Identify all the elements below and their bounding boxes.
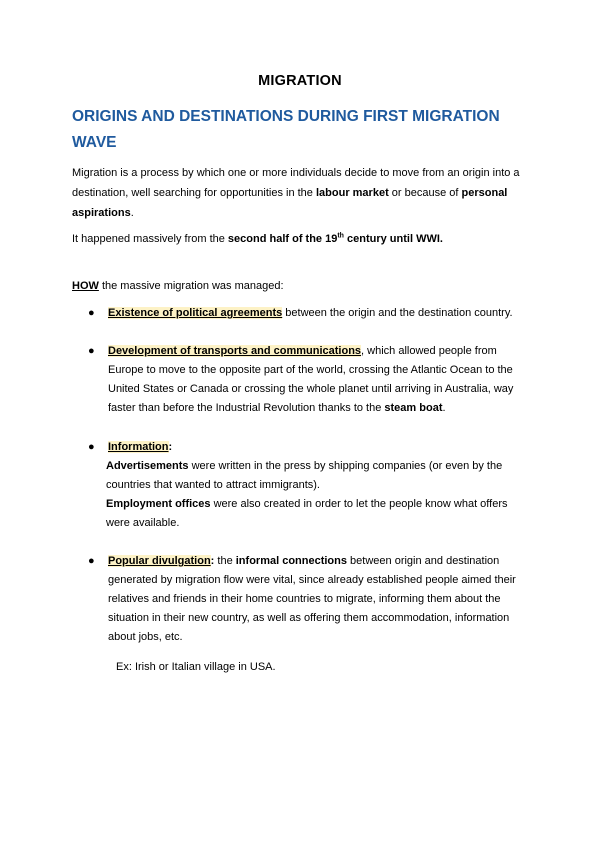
- highlight-information: Information: [108, 441, 169, 453]
- how-label: HOW: [72, 280, 99, 292]
- highlight-popular-divulgation: Popular divulgation: [108, 555, 211, 567]
- divulgation-colon: :: [210, 555, 215, 567]
- timeframe-superscript: th: [337, 232, 344, 240]
- bullet-2-rest: , which allowed people from Europe to move to the opposite part of the world, crossing the Atlantic Ocean to the United States or Canada or crossing the whole planet until arriving in Australia, way faster than before the Industrial Revolution thanks to the: [108, 345, 514, 414]
- bullet-2-end: .: [442, 402, 446, 414]
- timeframe-bold-b: second half of the 19: [227, 233, 338, 245]
- bullet-information: [88, 438, 528, 533]
- intro-bold-labour-market: labour market: [315, 187, 389, 199]
- timeframe-bold-c: century until WWI.: [343, 233, 443, 245]
- bold-informal-connections: informal connections: [235, 555, 347, 567]
- bold-employment-offices: Employment offices: [106, 498, 211, 510]
- bullet-4-text-a: the: [214, 555, 236, 567]
- section-heading: ORIGINS AND DESTINATIONS DURING FIRST MIGRATION WAVE: [72, 108, 500, 151]
- bullet-4-rest: between origin and destination generated by migration flow were vital, since already established people aimed their relatives and friends in their home countries to migrate, informing them about the situation in their new country, as well as offering them accommodation, information about jobs, etc.: [108, 555, 516, 643]
- bullet-political-agreements: [88, 304, 528, 323]
- example-line: Ex: Irish or Italian village in USA.: [116, 661, 276, 673]
- employment-offices-line: [106, 495, 528, 533]
- intro-text-c: or because of: [388, 187, 462, 199]
- employment-offices-text: were also created in order to let the people know what offers were available.: [106, 498, 508, 529]
- timeframe-paragraph: [72, 229, 532, 249]
- intro-bold-personal-aspirations: personal aspirations: [72, 187, 508, 219]
- timeframe-text-a: It happened massively from the: [72, 233, 228, 245]
- intro-text-e: .: [130, 207, 134, 219]
- bullet-text: [108, 438, 528, 457]
- intro-paragraph: [72, 163, 532, 223]
- information-colon: :: [168, 441, 173, 453]
- bullet-dot-icon: ●: [88, 307, 95, 319]
- highlight-political-agreements: Existence of political agreements: [108, 307, 283, 319]
- bullet-text: [108, 342, 528, 418]
- bullet-transports: [88, 342, 528, 418]
- bullet-dot-icon: ●: [88, 555, 95, 567]
- bullet-text: [108, 552, 528, 647]
- bullet-dot-icon: ●: [88, 441, 95, 453]
- how-text: the massive migration was managed:: [98, 280, 284, 292]
- document-title: MIGRATION: [258, 73, 342, 89]
- bold-steam-boat: steam boat: [384, 402, 443, 414]
- bullet-dot-icon: ●: [88, 345, 95, 357]
- bullet-1-rest: between the origin and the destination country.: [282, 307, 513, 319]
- timeframe-bold: [228, 233, 443, 245]
- highlight-transports: Development of transports and communications: [108, 345, 362, 357]
- advertisements-line: [106, 457, 528, 495]
- how-paragraph: [72, 276, 532, 296]
- bullet-text: [108, 304, 528, 323]
- advertisements-text: were written in the press by shipping companies (or even by the countries that wanted to attract immigrants).: [106, 460, 503, 491]
- bold-advertisements: Advertisements: [106, 460, 189, 472]
- bullet-popular-divulgation: [88, 552, 528, 647]
- intro-text-a: Migration is a process by which one or more individuals decide to move from an origin into a destination, well searching for opportunities in the: [72, 167, 520, 199]
